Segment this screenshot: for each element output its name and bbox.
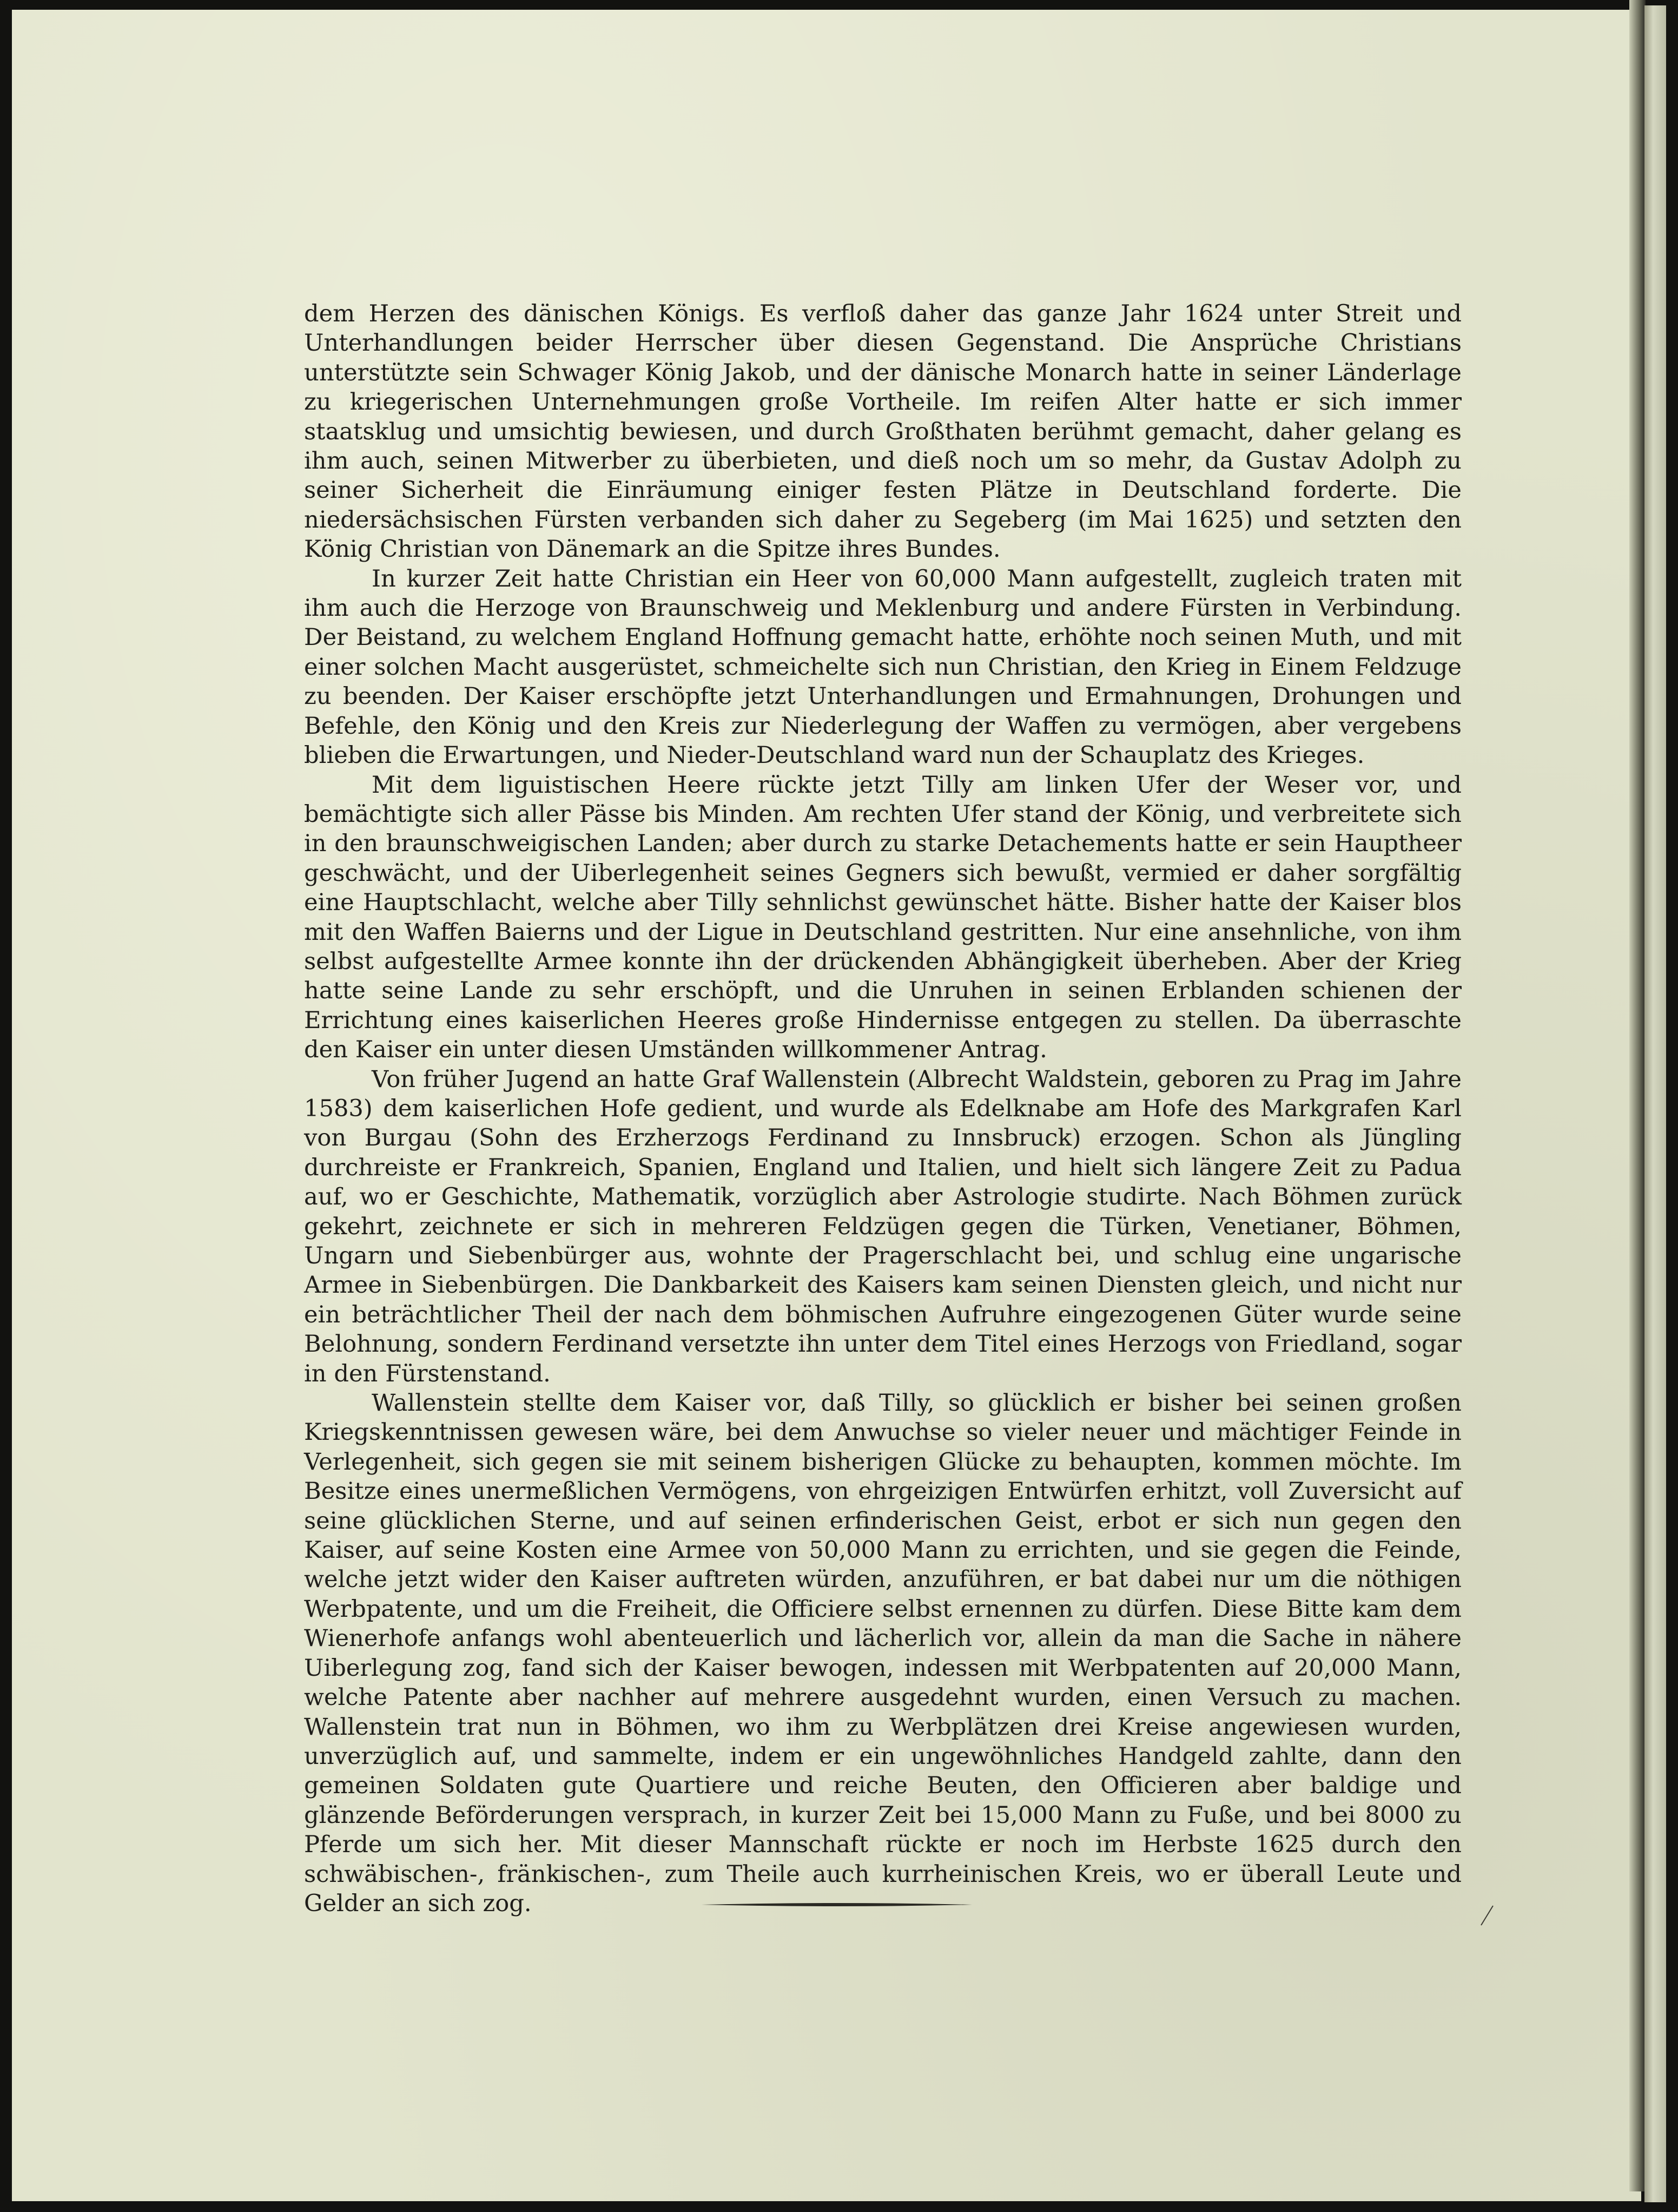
facing-page-edge: [1644, 5, 1666, 2202]
paragraph-5: Wallenstein stellte dem Kaiser vor, daß Tilly, so glücklich er bisher bei seinen großen Kriegskenntnissen gewesen wäre, bei dem Anwuchse so vieler neuer und mächtiger Feinde in Verlegenheit, sich gegen sie mit seinem bisherigen Glücke zu behaupten, kommen möchte. Im Besitze eines unermeßlichen Vermögens, von ehrgeizigen Entwürfen erhitzt, voll Zuversicht auf seine glücklichen Sterne, und auf seinen erfinderischen Geist, erbot er sich nun gegen den Kaiser, auf seine Kosten eine Armee von 50,000 Mann zu errichten, und sie gegen die Feinde, welche jetzt wider den Kaiser auftreten würden, anzuführen, er bat dabei nur um die nöthigen Werbpatente, und um die Freiheit, die Officiere selbst ernennen zu dürfen. Diese Bitte kam dem Wienerhofe anfangs wohl abenteuerlich und lächerlich vor, allein da man die Sache in nähere Uiberlegung zog, fand sich der Kaiser bewogen, indessen mit Werbpatenten auf 20,000 Mann, welche Patente aber nachher auf mehrere ausgedehnt wurden, einen Versuch zu machen. Wallenstein trat nun in Böhmen, wo ihm zu Werbplätzen drei Kreise angewiesen wurden, unverzüglich auf, und sammelte, indem er ein ungewöhnliches Handgeld zahlte, dann den gemeinen Soldaten gute Quartiere und reiche Beuten, den Officieren aber baldige und glänzende Beförderungen versprach, in kurzer Zeit bei 15,000 Mann zu Fuße, und bei 8000 zu Pferde um sich her. Mit dieser Mannschaft rückte er noch im Herbste 1625 durch den schwäbischen-, fränkischen-, zum Theile auch kurrheinischen Kreis, wo er überall Leute und Gelder an sich zog.: [304, 1390, 1462, 1917]
closing-rule-line: [702, 1901, 972, 1908]
body-text: [304, 299, 1462, 1918]
paragraph-2: In kurzer Zeit hatte Christian ein Heer von 60,000 Mann aufgestellt, zugleich traten mit ihm auch die Herzoge von Braunschweig und Meklenburg und andere Fürsten in Verbindung. Der Beistand, zu welchem England Hoffnung gemacht hatte, erhöhte noch seinen Muth, und mit einer solchen Macht ausgerüstet, schmeichelte sich nun Christian, den Krieg in Einem Feldzuge zu beenden. Der Kaiser erschöpfte jetzt Unterhandlungen und Ermahnungen, Drohungen und Befehle, den König und den Kreis zur Niederlegung der Waffen zu vermögen, aber vergebens blieben die Erwartungen, und Nieder-Deutschland ward nun der Schauplatz des Krieges.: [304, 565, 1462, 769]
book-page: [12, 10, 1641, 2201]
paragraph-3: Mit dem liguistischen Heere rückte jetzt Tilly am linken Ufer der Weser vor, und bemächtigte sich aller Pässe bis Minden. Am rechten Ufer stand der König, und verbreitete sich in den braunschweigischen Landen; aber durch zu starke Detachements hatte er sein Hauptheer geschwächt, und der Uiberlegenheit seines Gegners sich bewußt, vermied er daher sorgfältig eine Hauptschlacht, welche aber Tilly sehnlichst gewünschet hätte. Bisher hatte der Kaiser blos mit den Waffen Baierns und der Ligue in Deutschland gestritten. Nur eine ansehnliche, von ihm selbst aufgestellte Armee konnte ihn der drückenden Abhängigkeit überheben. Aber der Krieg hatte seine Lande zu sehr erschöpft, und die Unruhen in seinen Erblanden schienen der Errichtung eines kaiserlichen Heeres große Hindernisse entgegen zu stellen. Da überraschte den Kaiser ein unter diesen Umständen willkommener Antrag.: [304, 771, 1462, 1064]
closing-rule: [702, 1901, 972, 1908]
binding-gutter: [1629, 0, 1646, 2191]
paragraph-1: dem Herzen des dänischen Königs. Es verfloß daher das ganze Jahr 1624 unter Streit und Unterhandlungen beider Herrscher über diesen Gegenstand. Die Ansprüche Christians unterstützte sein Schwager König Jakob, und der dänische Monarch hatte in seiner Länderlage zu kriegerischen Unternehmungen große Vortheile. Im reifen Alter hatte er sich immer staatsklug und umsichtig bewiesen, und durch Großthaten berühmt gemacht, daher gelang es ihm auch, seinen Mitwerber zu überbieten, und dieß noch um so mehr, da Gustav Adolph zu seiner Sicherheit die Einräumung einiger festen Plätze in Deutschland forderte. Die niedersächsischen Fürsten verbanden sich daher zu Segeberg (im Mai 1625) und setzten den König Christian von Dänemark an die Spitze ihres Bundes.: [304, 300, 1462, 563]
paragraph-4: Von früher Jugend an hatte Graf Wallenstein (Albrecht Waldstein, geboren zu Prag im Jahre 1583) dem kaiserlichen Hofe gedient, und wurde als Edelknabe am Hofe des Markgrafen Karl von Burgau (Sohn des Erzherzogs Ferdinand zu Innsbruck) erzogen. Schon als Jüngling durchreiste er Frankreich, Spanien, England und Italien, und hielt sich längere Zeit zu Padua auf, wo er Geschichte, Mathematik, vorzüglich aber Astrologie studirte. Nach Böhmen zurück gekehrt, zeichnete er sich in mehreren Feldzügen gegen die Türken, Venetianer, Böhmen, Ungarn und Siebenbürger aus, wohnte der Pragerschlacht bei, und schlug eine ungarische Armee in Siebenbürgen. Die Dankbarkeit des Kaisers kam seinen Diensten gleich, und nicht nur ein beträchtlicher Theil der nach dem böhmischen Aufruhre eingezogenen Güter wurde seine Belohnung, sondern Ferdinand versetzte ihn unter dem Titel eines Herzogs von Friedland, sogar in den Fürstenstand.: [304, 1065, 1462, 1387]
pen-mark: [1479, 1905, 1495, 1926]
